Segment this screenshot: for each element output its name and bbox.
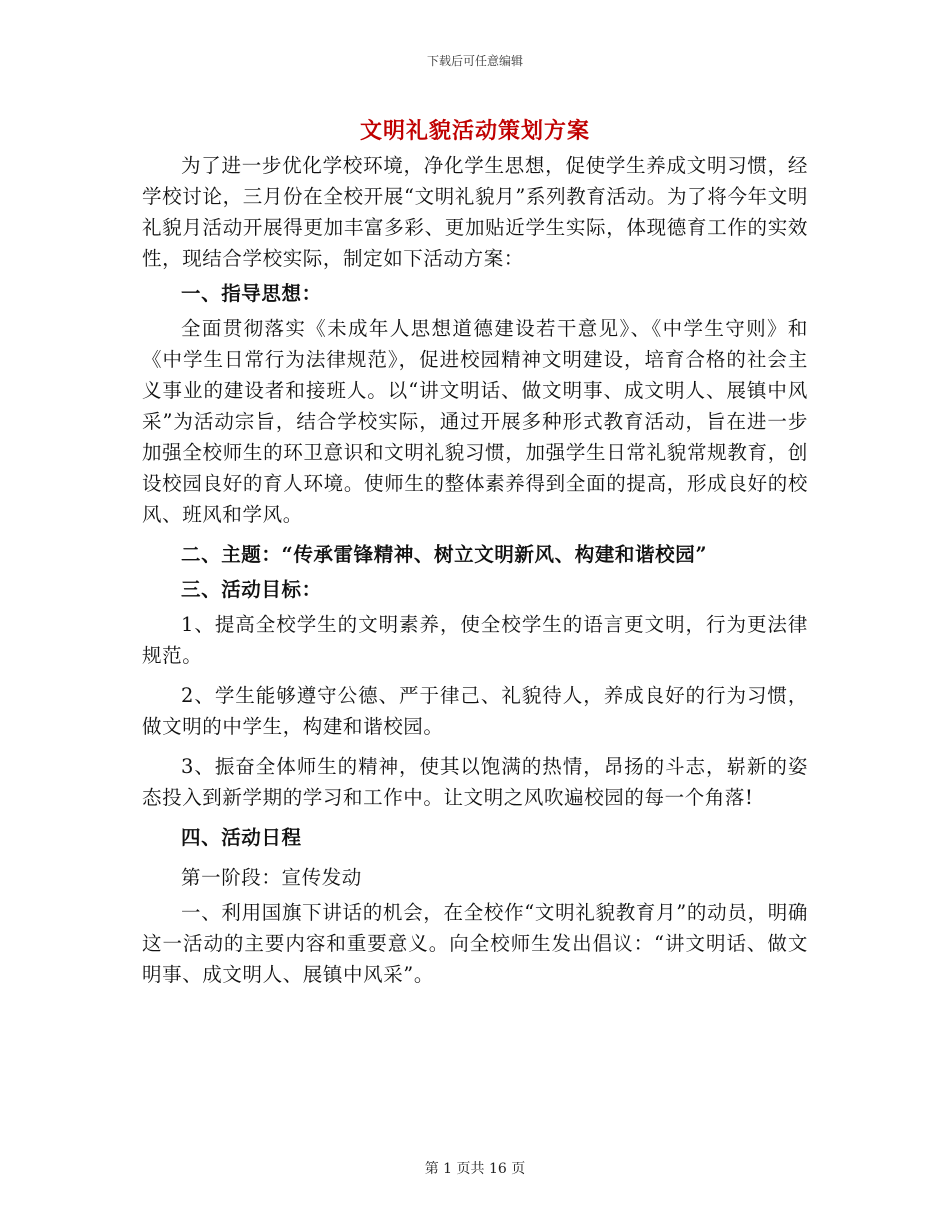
stage-one-paragraph: 一、利用国旗下讲话的机会，在全校作“文明礼貌教育月”的动员，明确这一活动的主要内容和重要意义。向全校师生发出倡议：“讲文明话、做文明事、成文明人、展镇中风采”。 [142,901,808,986]
header-note: 下载后可任意编辑 [426,54,523,68]
guiding-ideology-paragraph: 全面贯彻落实《未成年人思想道德建设若干意见》、《中学生守则》和《中学生日常行为法律规范》，促进校园精神文明建设，培育合格的社会主义事业的建设者和接班人。以“讲文明话、做文明事、成文明人、展镇中风采”为活动宗旨，结合学校实际，通过开展多种形式教育活动，旨在进一步加强全校师生的环卫意识和文明礼貌习惯，加强学生日常礼貌常规教育，创设校园良好的育人环境。使师生的整体素养得到全面的提高，形成良好的校风、班风和学风。 [142,317,808,526]
document-title: 文明礼貌活动策划方案 [359,118,590,144]
section-heading-schedule: 四、活动日程 [181,826,302,849]
goal-item-1: 1、提高全校学生的文明素养，使全校学生的语言更文明，行为更法律规范。 [142,613,808,667]
page-footer: 第 1 页共 16 页 [424,1161,526,1177]
intro-paragraph: 为了进一步优化学校环境，净化学生思想，促使学生养成文明习惯，经学校讨论，三月份在全校开展“文明礼貌月”系列教育活动。为了将今年文明礼貌月活动开展得更加丰富多彩、更加贴近学生实际，体现德育工作的实效性，现结合学校实际，制定如下活动方案： [142,154,808,270]
section-heading-theme: 二、主题：“传承雷锋精神、树立文明新风、构建和谐校园” [181,543,708,566]
goal-item-3: 3、振奋全体师生的精神，使其以饱满的热情，昂扬的斗志，崭新的姿态投入到新学期的学习和工作中。让文明之风吹遍校园的每一个角落! [142,755,808,809]
document-body [142,150,808,994]
goal-item-2: 2、学生能够遵守公德、严于律己、礼貌待人，养成良好的行为习惯，做文明的中学生，构建和谐校园。 [142,684,808,738]
stage-one-label: 第一阶段：宣传发动 [181,866,362,889]
section-heading-guiding-ideology: 一、指导思想： [181,282,322,305]
section-heading-goals: 三、活动目标： [181,578,322,601]
